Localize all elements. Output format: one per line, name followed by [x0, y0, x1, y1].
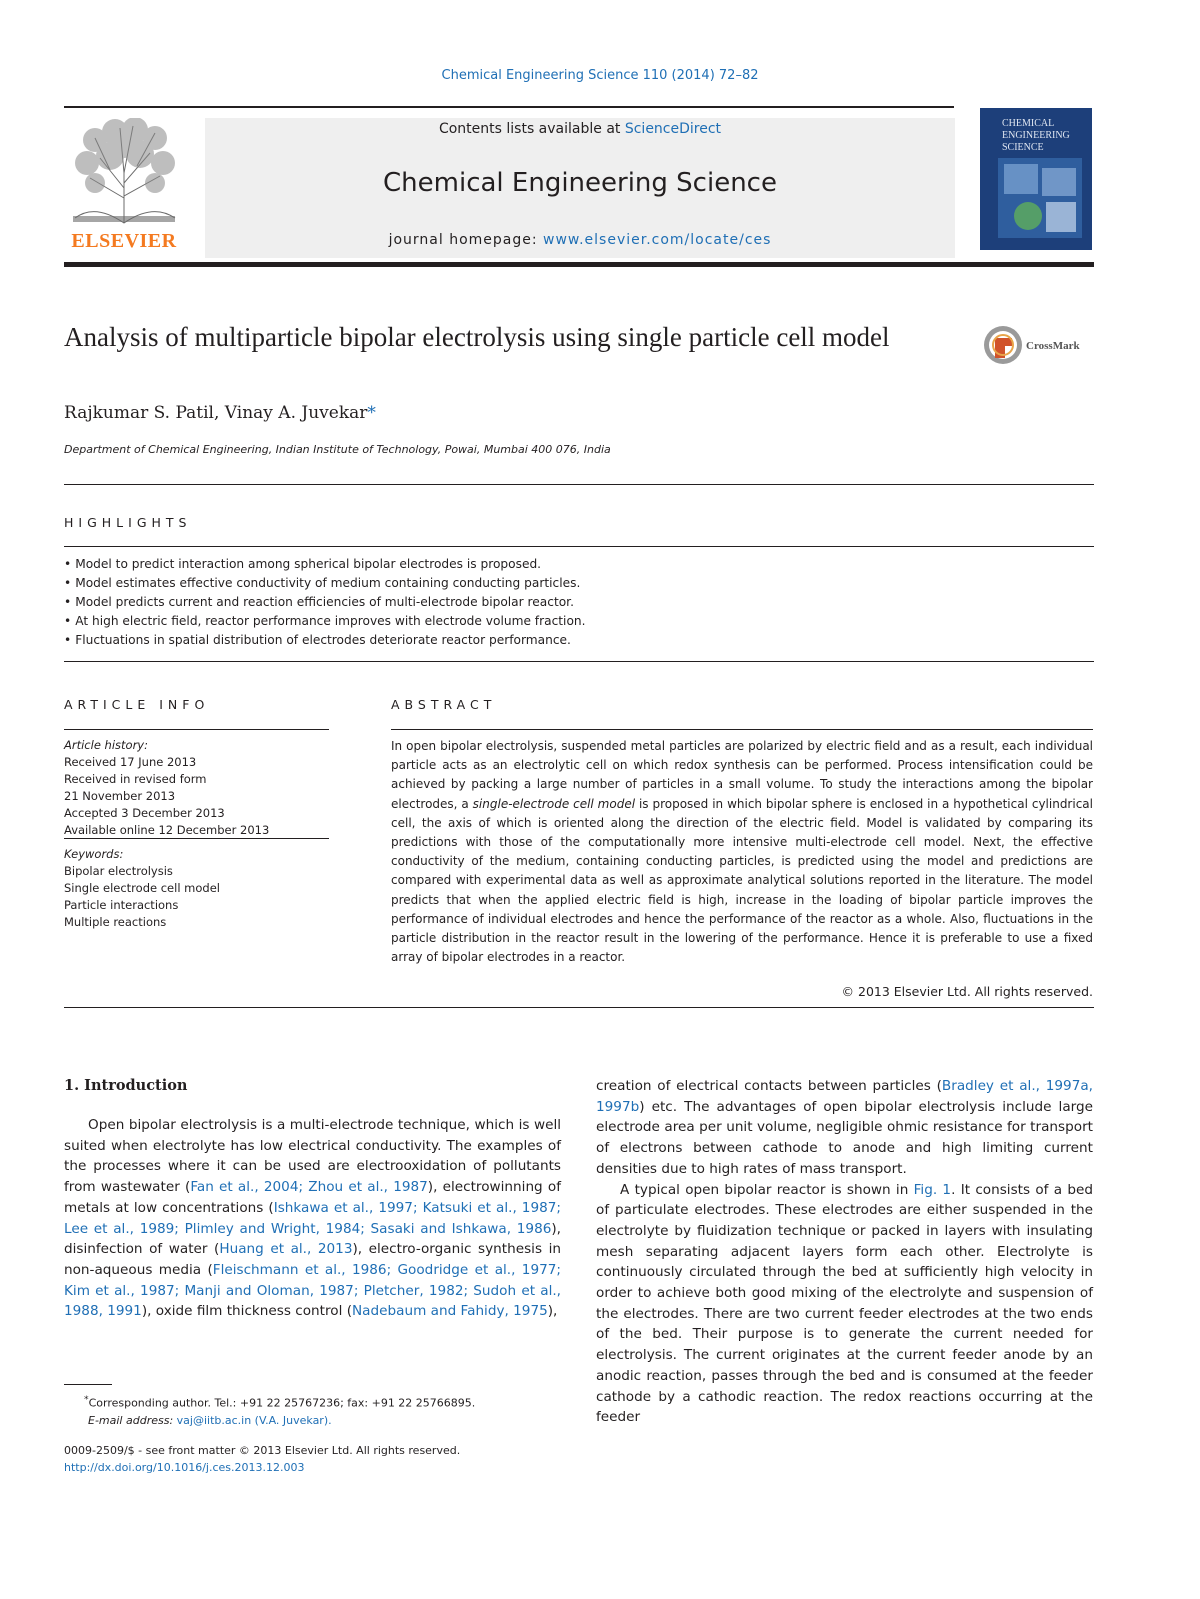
history-entry: Received in revised form [64, 772, 207, 786]
keywords-label: Keywords: [64, 847, 124, 861]
rule-under-article-info-heading [64, 729, 329, 730]
front-matter-line: 0009-2509/$ - see front matter © 2013 Elsevier Ltd. All rights reserved. [64, 1444, 461, 1457]
elsevier-logo [65, 118, 183, 253]
rule-above-highlights [64, 484, 1094, 485]
footnote [64, 1391, 564, 1429]
article-info-heading: ARTICLE INFO [64, 697, 210, 712]
citation-link[interactable]: Fig. 1 [913, 1181, 952, 1198]
corresponding-author-mark[interactable]: * [367, 403, 376, 423]
article-history [64, 737, 329, 839]
paragraph-text: ), disinfection of water ( [64, 1220, 561, 1258]
abstract-heading: ABSTRACT [391, 697, 497, 712]
highlight-item: • Fluctuations in spatial distribution of electrodes deteriorate reactor performance. [64, 631, 1094, 650]
journal-title: Chemical Engineering Science [383, 168, 777, 198]
highlights-heading: HIGHLIGHTS [64, 515, 192, 530]
citation-link[interactable]: Huang et al., 2013 [219, 1241, 353, 1258]
history-entry: Accepted 3 December 2013 [64, 806, 225, 820]
paragraph-text: ), electro-organic synthesis in non-aqueous media ( [64, 1241, 561, 1278]
crossmark-label: CrossMark [1026, 340, 1080, 352]
corresponding-author-note: *Corresponding author. Tel.: +91 22 25767236; fax: +91 22 25766895. [84, 1394, 476, 1410]
history-entry: 21 November 2013 [64, 789, 176, 803]
paragraph-text: ) etc. The advantages of open bipolar electrolysis include large electrode area per unit volume, negligible ohmic resistance for transport of electrons between cathode to anode and high limiting current densities due to high rates of mass transport. [596, 1098, 1093, 1177]
paragraph-text: ), oxide film thickness control ( [141, 1303, 353, 1320]
highlights-list [64, 555, 1094, 650]
paragraph-text: ), electrowinning of metals at low concentrations ( [64, 1179, 561, 1216]
sciencedirect-link[interactable]: ScienceDirect [624, 121, 722, 137]
citation-link[interactable]: Fan et al., 2004; Zhou et al., 1987 [190, 1179, 428, 1196]
rule-under-abstract-heading [391, 729, 1093, 730]
running-header[interactable]: Chemical Engineering Science 110 (2014) 72–82 [441, 68, 759, 83]
footnote-rule [64, 1384, 112, 1385]
homepage-link[interactable]: www.elsevier.com/locate/ces [543, 232, 772, 248]
rule-under-highlights [64, 661, 1094, 662]
section-heading-introduction: 1. Introduction [64, 1077, 188, 1094]
header-rule-bottom [64, 262, 1094, 267]
doi-link[interactable]: http://dx.doi.org/10.1016/j.ces.2013.12.003 [64, 1461, 305, 1474]
journal-banner [205, 118, 955, 258]
highlight-item: • Model to predict interaction among spherical bipolar electrodes is proposed. [64, 555, 1094, 574]
highlight-item: • At high electric field, reactor performance improves with electrode volume fraction. [64, 612, 1094, 631]
crossmark-icon [982, 324, 1024, 366]
cover-title: CHEMICAL ENGINEERING SCIENCE [1002, 118, 1070, 153]
paragraph-text: ), [547, 1303, 558, 1320]
keyword-item: Bipolar electrolysis [64, 864, 173, 878]
citation-link[interactable]: Ishkawa et al., 1997; Katsuki et al., 1987; Lee et al., 1989; Plimley and Wright, 1984; Sasaki and Ishkawa, 1986 [64, 1199, 561, 1237]
abstract-text: In open bipolar electrolysis, suspended metal particles are polarized by electric field and as a result, each individual particle acts as an electrolytic cell on which redox synthesis can be performed. Process intensification could be achieved by packing a large number of particles in a small volume. To study the interactions among the bipolar electrodes, a single-electrode cell model is proposed in which bipolar sphere is enclosed in a hypothetical cylindrical cell, the axis of which is oriented along the direction of the electric field. Model is validated by comparing its predictions with those of the computationally more intensive multi-electrode cell model. Next, the effective conductivity of the medium, containing conducting particles, is predicted using the model and predictions are compared with experimental data as well as approximate analytical solutions reported in the literature. The model predicts that when the applied electric field is high, increase in the loading of bipolar particle improves the performance of individual electrodes and hence the performance of the reactor as a whole. Also, fluctuations in the particle distribution in the reactor result in the lowering of the performance. Hence it is preferable to use a fixed array of bipolar electrodes in a reactor. [391, 739, 1093, 965]
rule-under-abstract [64, 1007, 1094, 1008]
keyword-item: Single electrode cell model [64, 881, 220, 895]
history-entry: Available online 12 December 2013 [64, 823, 270, 837]
paragraph-text: A typical open bipolar reactor is shown in [620, 1181, 914, 1198]
citation-link[interactable]: Bradley et al., 1997a, 1997b [596, 1078, 1094, 1115]
paragraph-text: . It consists of a bed of particulate electrodes. These electrodes are either suspended in the electrolyte by fluidization technique or packed in layers with insulating mesh separating adjacent layers form each other. Electrolyte is continuously circulated through the bed at sufficiently high velocity in order to achieve both good mixing of the electrolyte and suspension of the electrodes. There are two current feeder electrodes at the two ends of the bed. Their purpose is to generate the current needed for electrolysis. The current originates at the current feeder anode by an anodic reaction, passes through the bed and is consumed at the feeder cathode by a cathodic reaction. The redox reactions occurring at the feeder [596, 1181, 1093, 1426]
keywords [64, 846, 329, 931]
citation-link[interactable]: Fleischmann et al., 1986; Goodridge et al., 1977; Kim et al., 1987; Manji and Oloman, 1987; Pletcher, 1982; Sudoh et al., 1988, 1991 [64, 1261, 561, 1320]
highlight-item: • Model predicts current and reaction efficiencies of multi-electrode bipolar reactor. [64, 593, 1094, 612]
article-history-label: Article history: [64, 738, 148, 752]
history-entry: Received 17 June 2013 [64, 755, 197, 769]
abstract-copyright: © 2013 Elsevier Ltd. All rights reserved. [841, 984, 1093, 999]
intro-paragraph-2 [596, 1076, 1093, 1180]
intro-left-column [64, 1115, 561, 1322]
rule-under-highlights-heading [64, 546, 1094, 547]
highlight-item: • Model estimates effective conductivity of medium containing conducting particles. [64, 574, 1094, 593]
email-note: E-mail address: vaj@iitb.ac.in (V.A. Juvekar). [88, 1413, 332, 1427]
intro-paragraph-3 [596, 1180, 1093, 1428]
affiliation: Department of Chemical Engineering, Indian Institute of Technology, Powai, Mumbai 400 076, India [64, 443, 611, 456]
email-link[interactable]: vaj@iitb.ac.in (V.A. Juvekar). [176, 1413, 332, 1427]
author-list [64, 403, 376, 423]
cover-art-icon [998, 158, 1082, 238]
keyword-item: Particle interactions [64, 898, 179, 912]
publisher-wordmark: ELSEVIER [71, 230, 177, 252]
crossmark-badge[interactable] [982, 324, 1102, 370]
rule-above-keywords [64, 838, 329, 839]
citation-link[interactable]: Nadebaum and Fahidy, 1975 [352, 1303, 548, 1320]
paragraph-text: creation of electrical contacts between particles ( [596, 1078, 942, 1094]
article-title: Analysis of multiparticle bipolar electrolysis using single particle cell model [64, 322, 890, 352]
paragraph-text: Open bipolar electrolysis is a multi-electrode technique, which is well suited when electrolyte has low electrical conductivity. The examples of the processes where it can be used are electrooxidation of pollutants from wastewater ( [64, 1117, 561, 1196]
journal-homepage: journal homepage: www.elsevier.com/locate/ces [388, 232, 772, 248]
contents-line: Contents lists available at ScienceDirect [438, 121, 722, 137]
keyword-item: Multiple reactions [64, 915, 167, 929]
elsevier-tree-icon [65, 118, 183, 228]
journal-cover[interactable] [980, 108, 1092, 250]
authors: Rajkumar S. Patil, Vinay A. Juvekar [64, 403, 368, 423]
intro-right-column [596, 1076, 1093, 1428]
header-rule-top [64, 106, 954, 108]
front-matter [64, 1442, 564, 1476]
intro-paragraph-1 [64, 1115, 561, 1322]
